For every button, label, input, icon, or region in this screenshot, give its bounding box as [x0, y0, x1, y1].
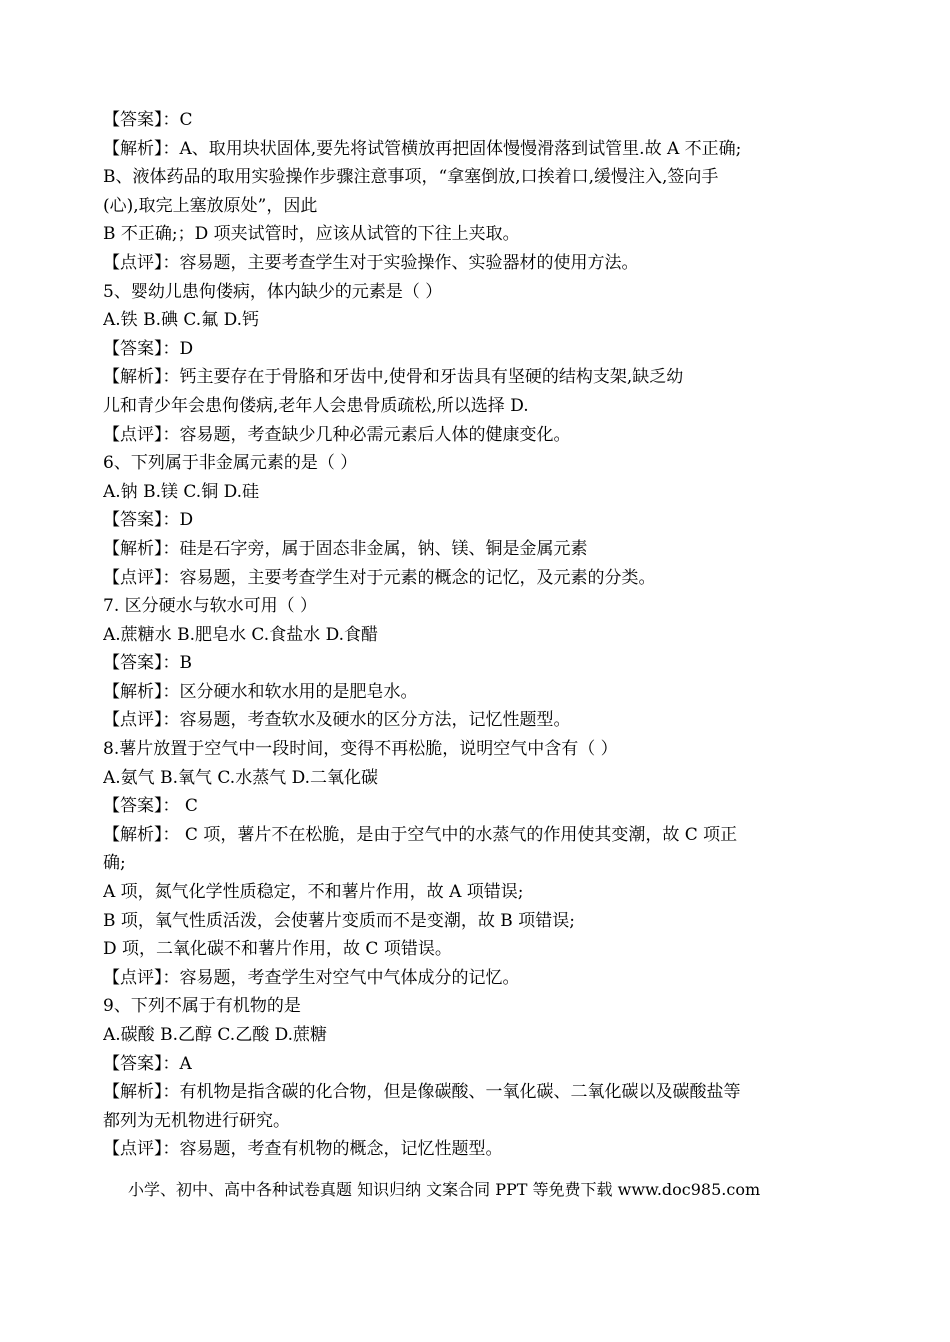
analysis-6: 【解析】：硅是石字旁，属于固态非金属，钠、镁、铜是金属元素	[103, 538, 588, 559]
comment-5: 【点评】：容易题，考查缺少几种必需元素后人体的健康变化。	[103, 424, 571, 445]
analysis-5-line-1: 【解析】：钙主要存在于骨胳和牙齿中,使骨和牙齿具有坚硬的结构支架,缺乏幼	[103, 367, 684, 388]
answer-7: 【答案】：B	[103, 653, 192, 674]
analysis-9-line-2: 都列为无机物进行研究。	[103, 1110, 290, 1131]
options-5: A.铁 B.碘 C.氟 D.钙	[103, 310, 260, 331]
question-6: 6、下列属于非金属元素的是（ ）	[103, 453, 358, 474]
document-body	[103, 106, 848, 1164]
question-5: 5、婴幼儿患佝偻病，体内缺少的元素是（ ）	[103, 281, 443, 302]
analysis-4-line-1: 【解析】：A、取用块状固体,要先将试管横放再把固体慢慢滑落到试管里.故 A 不正确;	[103, 138, 742, 159]
options-7: A.蔗糖水 B.肥皂水 C.食盐水 D.食醋	[103, 624, 379, 645]
analysis-8-line-3: A 项，氮气化学性质稳定，不和薯片作用，故 A 项错误;	[103, 882, 524, 903]
question-9: 9、下列不属于有机物的是	[103, 996, 301, 1017]
question-8: 8.薯片放置于空气中一段时间，变得不再松脆，说明空气中含有（ ）	[103, 739, 618, 760]
answer-4: 【答案】：C	[103, 110, 193, 130]
analysis-5-line-2: 儿和青少年会患佝偻病,老年人会患骨质疏松,所以选择 D.	[103, 395, 529, 416]
comment-7: 【点评】：容易题，考查软水及硬水的区分方法，记忆性题型。	[103, 710, 571, 731]
comment-9: 【点评】：容易题，考查有机物的概念，记忆性题型。	[103, 1139, 503, 1160]
question-7: 7. 区分硬水与软水可用（ ）	[103, 596, 318, 617]
answer-5: 【答案】：D	[103, 338, 194, 359]
options-9: A.碳酸 B.乙醇 C.乙酸 D.蔗糖	[103, 1025, 328, 1045]
analysis-4-line-2: B、液体药品的取用实验操作步骤注意事项，“拿塞倒放,口挨着口,缓慢注入,签向手	[103, 167, 719, 188]
analysis-4-line-4: B 不正确;；D 项夹试管时，应该从试管的下往上夹取。	[103, 224, 520, 245]
analysis-8-line-5: D 项，二氧化碳不和薯片作用，故 C 项错误。	[103, 939, 452, 960]
comment-8: 【点评】：容易题，考查学生对空气中气体成分的记忆。	[103, 967, 520, 988]
answer-8: 【答案】： C	[103, 796, 198, 817]
comment-6: 【点评】：容易题，主要考查学生对于元素的概念的记忆，及元素的分类。	[103, 567, 656, 588]
comment-4: 【点评】：容易题，主要考查学生对于实验操作、实验器材的使用方法。	[103, 252, 639, 273]
analysis-7: 【解析】：区分硬水和软水用的是肥皂水。	[103, 681, 418, 702]
analysis-4-line-3: (心),取完上塞放原处”，因此	[103, 195, 318, 216]
analysis-8-line-2: 确;	[103, 853, 126, 874]
options-8: A.氨气 B.氧气 C.水蒸气 D.二氧化碳	[103, 767, 379, 788]
analysis-8-line-4: B 项，氧气性质活泼，会使薯片变质而不是变潮，故 B 项错误;	[103, 910, 575, 931]
analysis-9-line-1: 【解析】：有机物是指含碳的化合物，但是像碳酸、一氧化碳、二氧化碳以及碳酸盐等	[103, 1082, 741, 1103]
analysis-8-line-1: 【解析】： C 项，薯片不在松脆，是由于空气中的水蒸气的作用使其变潮，故 C 项正	[103, 824, 738, 845]
options-6: A.钠 B.镁 C.铜 D.硅	[103, 481, 260, 502]
footer-download-note: 小学、初中、高中各种试卷真题 知识归纳 文案合同 PPT 等免费下载 www.doc985.com	[128, 1180, 761, 1199]
answer-9: 【答案】：A	[103, 1053, 192, 1074]
answer-6: 【答案】：D	[103, 510, 194, 531]
